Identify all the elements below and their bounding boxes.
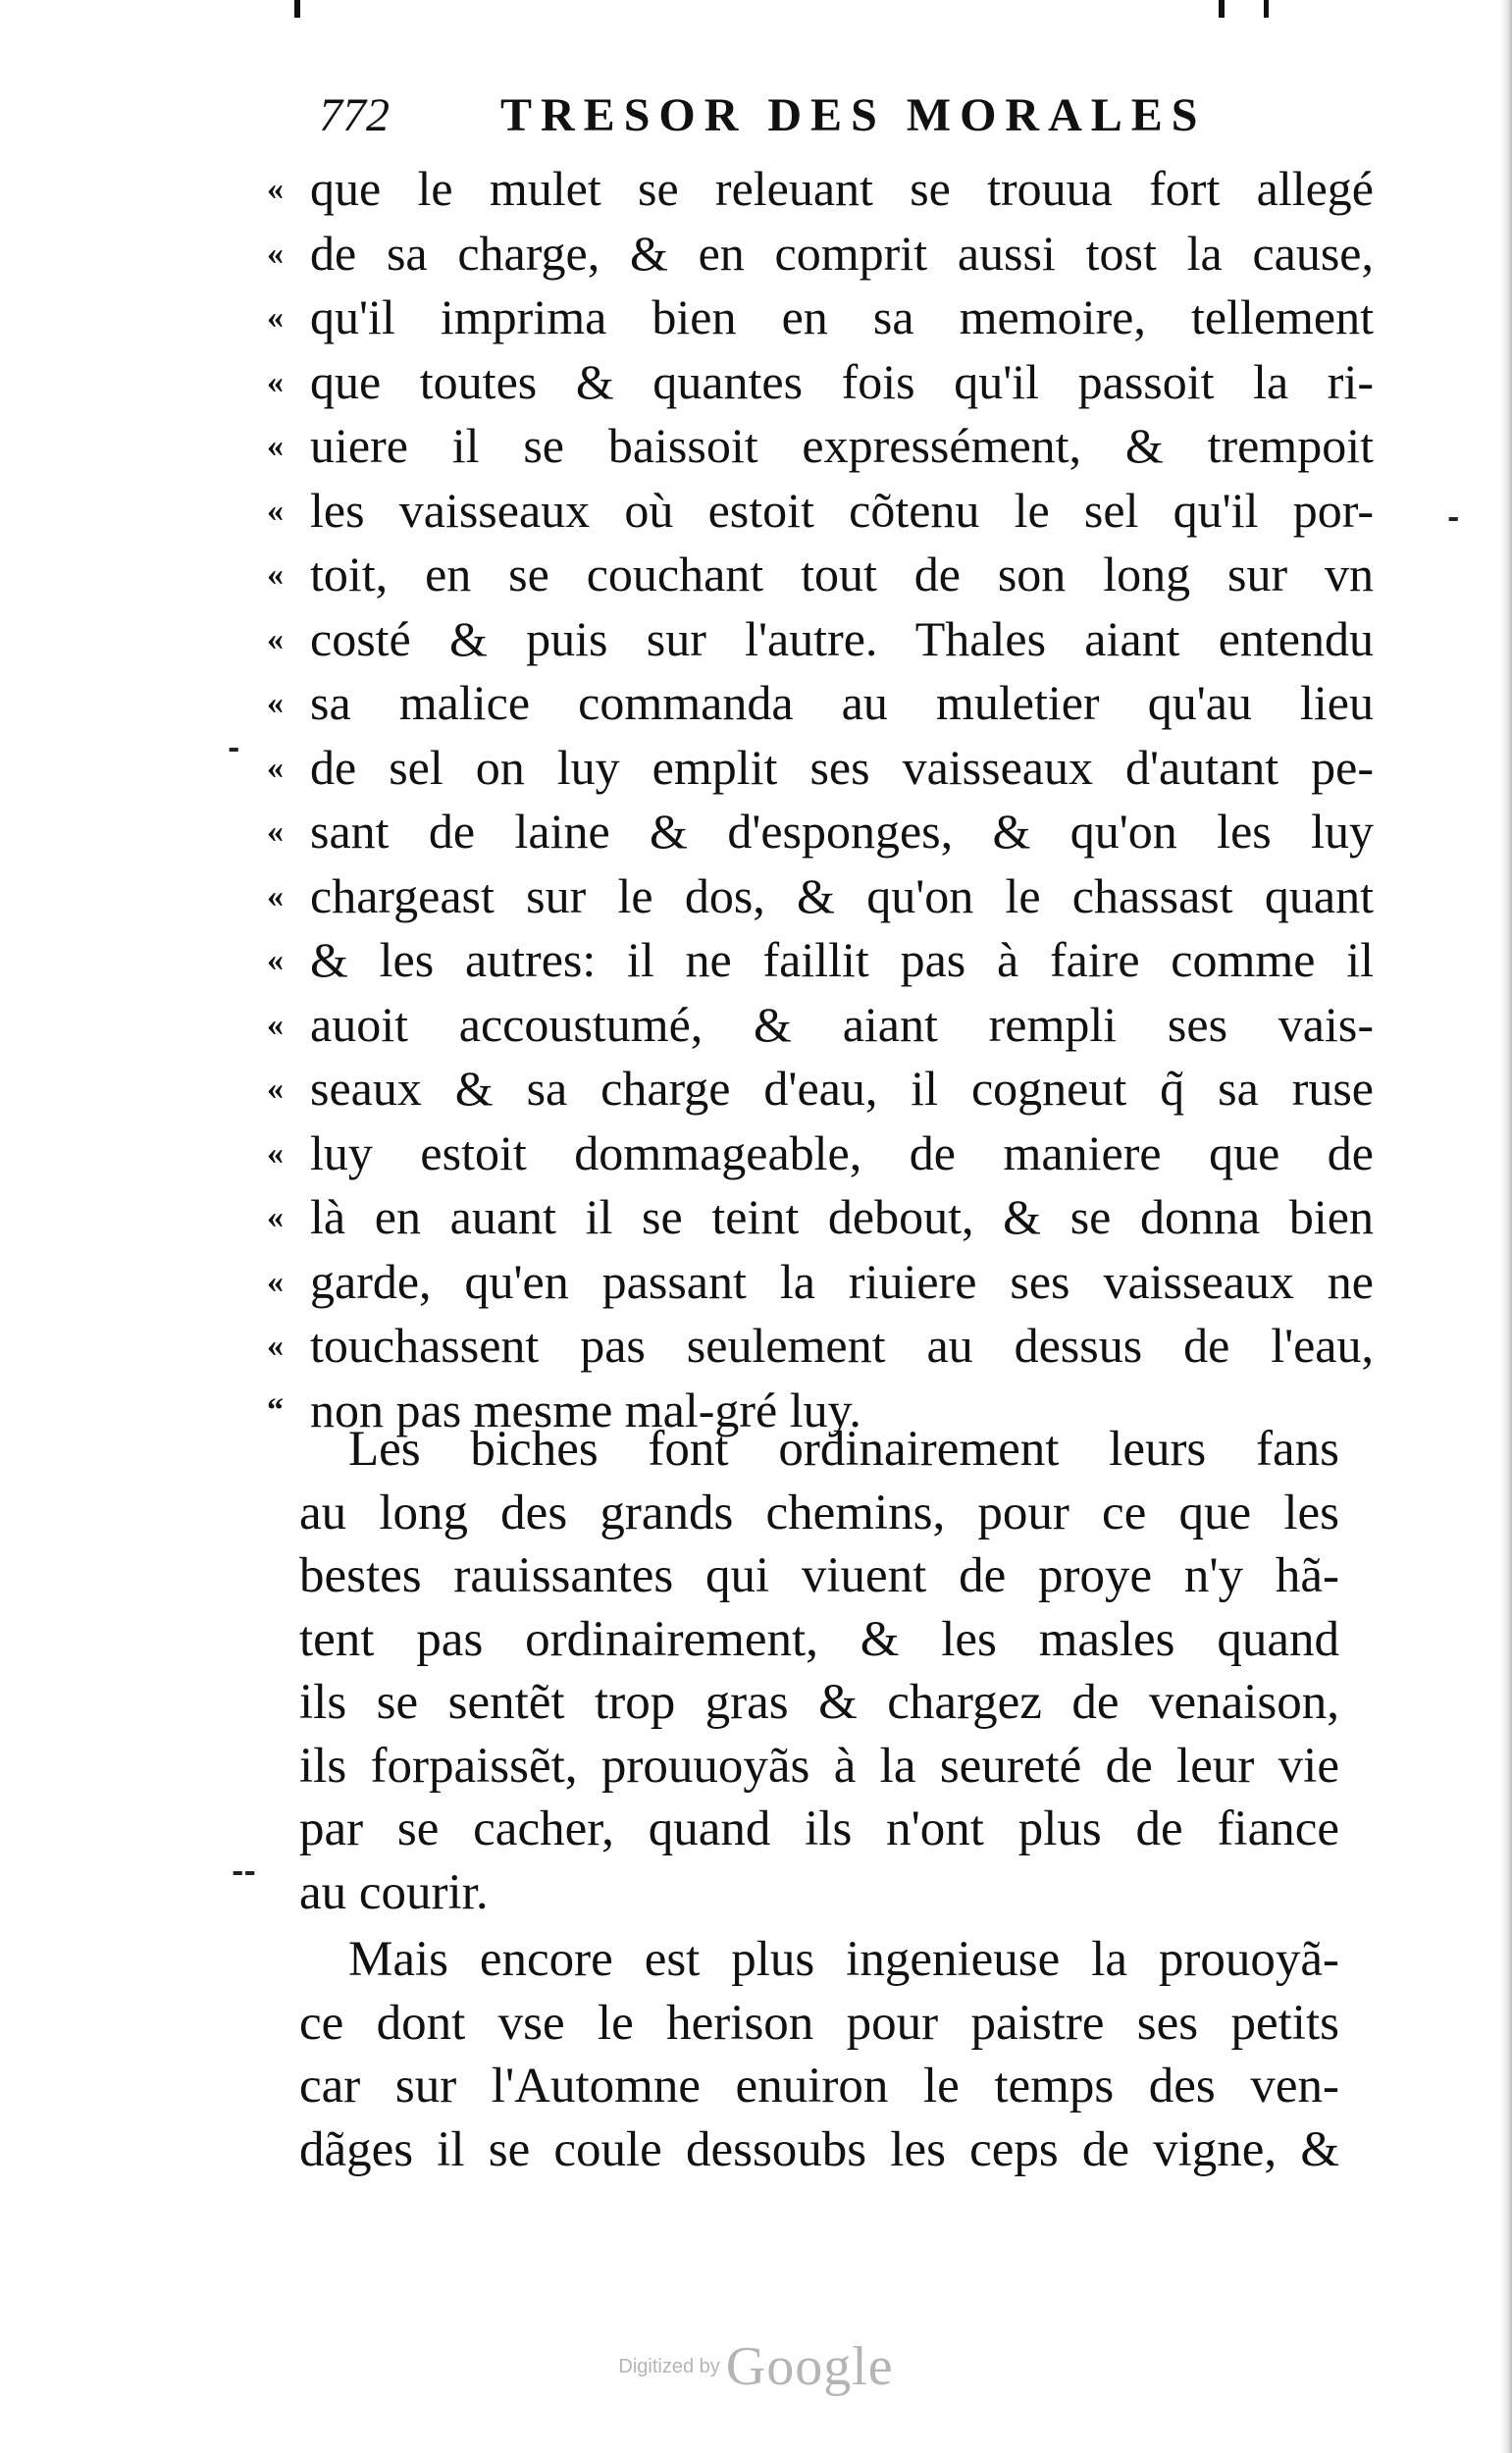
quote-mark: « <box>267 428 284 464</box>
quote-mark: « <box>267 171 284 207</box>
quote-mark: « <box>267 813 284 850</box>
quoted-line: « que toutes & quantes fois qu'il passoit la ri- <box>267 350 1374 415</box>
margin-mark: ‐‐ <box>232 1854 256 1889</box>
scan-edge-mark <box>1264 0 1269 18</box>
quoted-passage <box>267 157 1374 1442</box>
quote-mark: « <box>267 492 284 529</box>
quoted-line: « sant de laine & d'esponges, & qu'on les luy <box>267 800 1374 864</box>
quote-mark: « <box>267 1070 284 1107</box>
paragraph-line: dãges il se coule dessoubs les ceps de vigne, & <box>299 2121 1339 2177</box>
margin-mark: ‐ <box>1447 500 1460 535</box>
scan-edge-mark <box>294 0 300 18</box>
paragraph-line: ce dont vse le herison pour paistre ses petits <box>299 1995 1339 2051</box>
paragraph-line: Les biches font ordinairement leurs fans <box>348 1422 1339 1477</box>
quoted-line: « qu'il imprima bien en sa memoire, tellement <box>267 286 1374 350</box>
quoted-line: « sa malice commanda au muletier qu'au lieu <box>267 671 1374 736</box>
paragraph-line: Mais encore est plus ingenieuse la prouoyã- <box>348 1932 1339 1987</box>
quoted-line: “ non pas mesme mal-gré luy. <box>267 1379 1374 1443</box>
quote-mark: « <box>267 620 284 657</box>
paragraph-line: au long des grands chemins, pour ce que les <box>299 1485 1339 1540</box>
running-head <box>319 86 1300 145</box>
quoted-line: « costé & puis sur l'autre. Thales aiant entendu <box>267 607 1374 672</box>
quote-mark: « <box>267 556 284 593</box>
page-edge-shadow <box>1500 0 1512 2453</box>
paragraph-line: car sur l'Automne enuiron le temps des ven- <box>299 2059 1339 2114</box>
quote-mark: « <box>267 1199 284 1235</box>
quote-mark: « <box>267 1006 284 1043</box>
quoted-line: « là en auant il se teint debout, & se donna bien <box>267 1185 1374 1250</box>
paragraph-line: au courir. <box>299 1864 489 1920</box>
quoted-line: « que le mulet se releuant se trouua fort allegé <box>267 157 1374 222</box>
quoted-line: « toit, en se couchant tout de son long sur vn <box>267 543 1374 607</box>
quoted-line: « touchassent pas seulement au dessus de l'eau, <box>267 1314 1374 1379</box>
quoted-line: « uiere il se baissoit expressément, & trempoit <box>267 414 1374 479</box>
quoted-line: « de sa charge, & en comprit aussi tost la cause, <box>267 222 1374 287</box>
paragraph-line: tent pas ordinairement, & les masles quand <box>299 1611 1339 1667</box>
quote-mark: « <box>267 1134 284 1172</box>
running-title: TRESOR DES MORALES <box>500 89 1207 141</box>
quote-mark: « <box>267 685 284 721</box>
paragraph-line: bestes rauissantes qui viuent de proye n'y hã- <box>299 1548 1339 1603</box>
quoted-line: « seaux & sa charge d'eau, il cogneut q̃ sa ruse <box>267 1057 1374 1122</box>
paragraph-line: ils forpaissẽt, prouuoyãs à la seureté de leur vie <box>299 1738 1339 1794</box>
quote-mark: « <box>267 299 284 336</box>
digitized-watermark <box>0 2335 1512 2398</box>
quote-mark: « <box>267 942 284 978</box>
scan-edge-mark <box>1219 0 1225 18</box>
quote-mark: « <box>267 235 284 272</box>
watermark-prefix: Digitized by <box>618 2355 720 2377</box>
quote-mark: « <box>267 1328 284 1364</box>
quoted-line: « de sel on luy emplit ses vaisseaux d'autant pe- <box>267 736 1374 801</box>
paragraph-line: par se cacher, quand ils n'ont plus de fiance <box>299 1801 1339 1856</box>
paragraph-herison <box>299 1928 1339 2181</box>
quote-mark: « <box>267 877 284 914</box>
quoted-line: « luy estoit dommageable, de maniere que de <box>267 1122 1374 1186</box>
google-logo: Google <box>725 2336 894 2397</box>
quote-mark: “ <box>267 1391 284 1429</box>
quoted-line: « auoit accoustumé, & aiant rempli ses vais- <box>267 993 1374 1058</box>
quote-mark: « <box>267 363 284 400</box>
quoted-line: « & les autres: il ne faillit pas à faire comme il <box>267 928 1374 993</box>
page-number: 772 <box>319 89 390 141</box>
margin-mark: ‐ <box>228 731 240 765</box>
quoted-line: « chargeast sur le dos, & qu'on le chassast quant <box>267 864 1374 929</box>
paragraph-biches <box>299 1418 1339 1924</box>
quoted-line: « les vaisseaux où estoit cõtenu le sel qu'il por- <box>267 479 1374 544</box>
quote-mark: « <box>267 749 284 786</box>
quote-mark: « <box>267 1263 284 1300</box>
paragraph-line: ils se sentẽt trop gras & chargez de venaison, <box>299 1675 1339 1730</box>
quoted-line: « garde, qu'en passant la riuiere ses vaisseaux ne <box>267 1250 1374 1315</box>
